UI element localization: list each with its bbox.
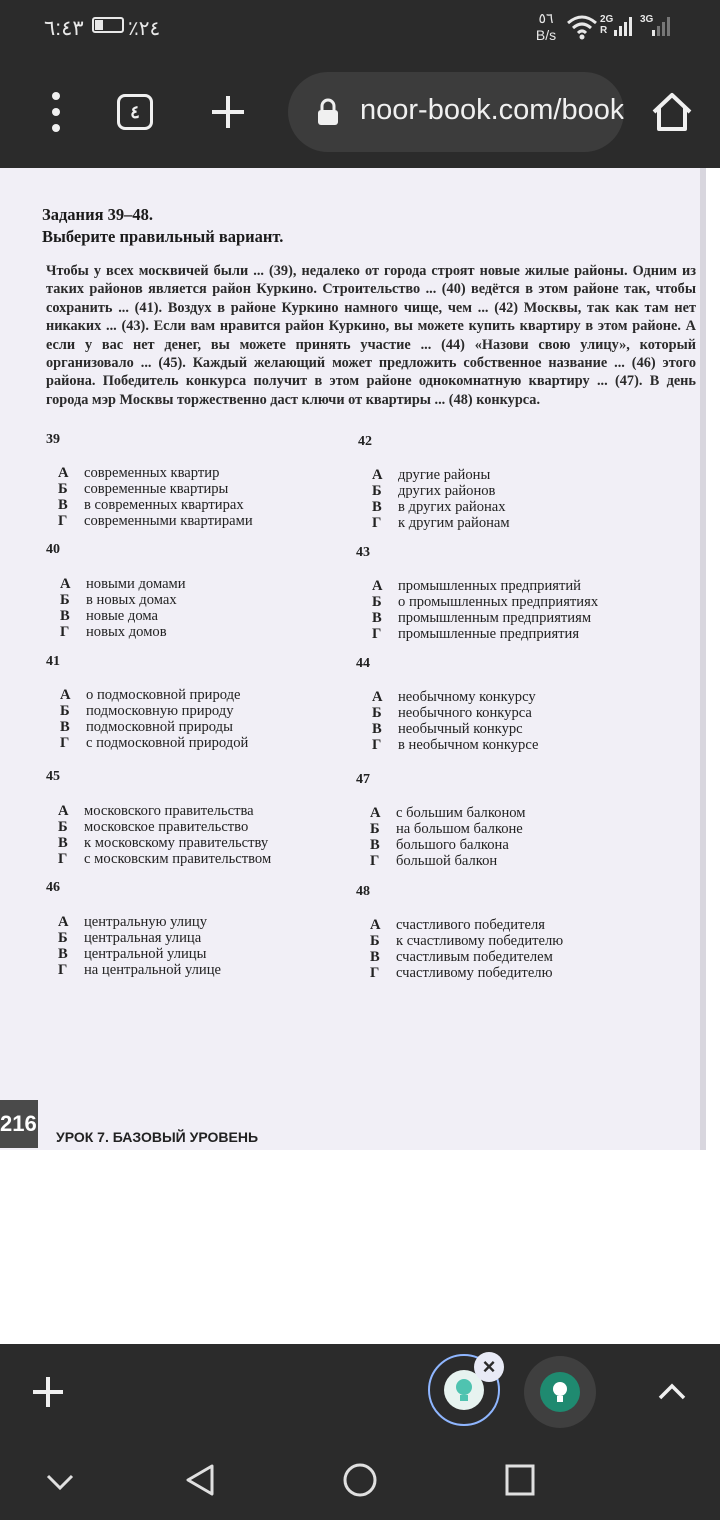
close-icon[interactable]: × — [474, 1352, 504, 1382]
page-number: 216 — [0, 1100, 38, 1148]
option-letter: Г — [372, 737, 382, 753]
heading-line-2: Выберите правильный вариант. — [42, 227, 284, 246]
option-text: с подмосковной природой — [86, 735, 249, 751]
home-circle-icon[interactable] — [342, 1462, 378, 1498]
option-letter: А — [370, 917, 381, 933]
question-options — [372, 689, 538, 753]
option-text: промышленных предприятий — [398, 578, 581, 594]
option-text: счастливым победителем — [396, 949, 553, 965]
question-number: 43 — [356, 545, 370, 560]
clock: ٦:٤٣ — [44, 17, 84, 40]
option-letter: Г — [370, 853, 380, 869]
option-text: в современных квартирах — [84, 497, 244, 513]
question-options — [370, 805, 526, 869]
question-options — [58, 914, 221, 978]
option-letter: Г — [370, 965, 380, 981]
option-letter: В — [58, 497, 68, 513]
option-text: новыми домами — [86, 576, 186, 592]
option-letter: А — [372, 578, 383, 594]
option-letter: Г — [58, 513, 68, 529]
nav-hide-icon[interactable] — [44, 1462, 76, 1498]
question-number: 39 — [46, 432, 60, 447]
battery-percent: ٪٢٤ — [128, 18, 161, 40]
option-letter: В — [60, 608, 70, 624]
question-options — [58, 803, 271, 867]
option-letter: А — [370, 805, 381, 821]
lock-icon — [316, 98, 340, 126]
option-letter: Г — [60, 624, 70, 640]
option-text: к счастливому победителю — [396, 933, 564, 949]
option-letter: Г — [58, 851, 68, 867]
option-letter: Б — [372, 705, 382, 721]
option-letter: В — [60, 719, 70, 735]
signal-icon — [602, 14, 636, 38]
option-text: московского правительства — [84, 803, 254, 819]
option-letter: А — [58, 465, 69, 481]
option-letter: Б — [58, 481, 68, 497]
question-number: 46 — [46, 880, 60, 895]
option-text: на центральной улице — [84, 962, 222, 978]
option-text: новых домов — [86, 624, 167, 640]
option-letter: А — [60, 687, 71, 703]
chevron-up-icon[interactable] — [656, 1380, 688, 1404]
add-icon[interactable] — [30, 1374, 66, 1410]
option-text: центральную улицу — [84, 914, 208, 930]
browser-toolbar — [0, 58, 720, 168]
option-text: новые дома — [86, 608, 158, 624]
option-letter: В — [370, 837, 380, 853]
question-options — [372, 467, 510, 531]
option-letter: В — [372, 721, 382, 737]
option-text: промышленным предприятиям — [398, 610, 592, 626]
bulb-icon — [540, 1372, 580, 1412]
option-text: к московскому правительству — [84, 835, 269, 851]
option-letter: А — [60, 576, 71, 592]
question-number: 48 — [356, 884, 370, 899]
back-icon[interactable] — [182, 1462, 218, 1498]
option-text: современными квартирами — [84, 513, 253, 529]
wifi-icon — [566, 14, 598, 40]
page-heading — [42, 204, 283, 248]
option-letter: В — [58, 946, 68, 962]
option-text: центральной улицы — [84, 946, 207, 962]
option-text: с московским правительством — [84, 851, 272, 867]
question-number: 42 — [358, 434, 372, 449]
option-text: современные квартиры — [84, 481, 229, 497]
question-number: 41 — [46, 654, 60, 669]
network-speed — [532, 10, 560, 44]
option-letter: Б — [60, 592, 70, 608]
question-options — [60, 576, 186, 640]
option-letter: А — [58, 803, 69, 819]
question-number: 40 — [46, 542, 60, 557]
question-options — [60, 687, 248, 751]
option-text: с большим балконом — [396, 805, 526, 821]
recents-icon[interactable] — [504, 1462, 536, 1498]
sim1-label: 2G R — [600, 14, 614, 36]
option-text: подмосковную природу — [86, 703, 234, 719]
question-options — [58, 465, 253, 529]
option-text: на большом балконе — [396, 821, 523, 837]
option-letter: А — [372, 689, 383, 705]
option-letter: Г — [60, 735, 70, 751]
question-number: 44 — [356, 656, 370, 671]
bottom-toolbar — [0, 1344, 720, 1440]
option-letter: Б — [58, 819, 68, 835]
option-letter: Г — [372, 626, 382, 642]
option-letter: А — [372, 467, 383, 483]
page-edge — [700, 168, 706, 1150]
system-navigation-bar — [0, 1440, 720, 1520]
question-options — [372, 578, 598, 642]
option-text: в других районах — [398, 499, 506, 515]
option-text: центральная улица — [84, 930, 202, 946]
option-text: счастливому победителю — [396, 965, 553, 981]
option-text: необычному конкурсу — [398, 689, 536, 705]
option-text: необычный конкурс — [398, 721, 523, 737]
option-text: других районов — [398, 483, 496, 499]
tab-switcher-button[interactable]: ٤ — [117, 94, 153, 130]
option-letter: А — [58, 914, 69, 930]
option-letter: В — [372, 610, 382, 626]
option-letter: В — [372, 499, 382, 515]
option-letter: Б — [60, 703, 70, 719]
book-page[interactable] — [0, 168, 706, 1150]
new-tab-icon[interactable] — [206, 90, 250, 134]
heading-line-1: Задания 39–48. — [42, 205, 153, 224]
option-text: в необычном конкурсе — [398, 737, 539, 753]
question-options — [370, 917, 563, 981]
status-bar — [0, 0, 720, 58]
option-text: о промышленных предприятиях — [398, 594, 599, 610]
option-text: большой балкон — [396, 853, 498, 869]
option-text: промышленные предприятия — [398, 626, 580, 642]
option-text: большого балкона — [396, 837, 509, 853]
option-text: московское правительство — [84, 819, 249, 835]
option-text: другие районы — [398, 467, 491, 483]
option-text: в новых домах — [86, 592, 177, 608]
option-letter: В — [58, 835, 68, 851]
overflow-menu-icon[interactable] — [40, 92, 72, 132]
address-bar[interactable] — [288, 72, 624, 152]
signal-icon — [642, 14, 676, 38]
question-number: 45 — [46, 769, 60, 784]
page-footer-title: УРОК 7. БАЗОВЫЙ УРОВЕНЬ — [56, 1129, 259, 1145]
option-text: подмосковной природы — [86, 719, 233, 735]
option-letter: Б — [370, 821, 380, 837]
home-icon[interactable] — [650, 90, 694, 134]
option-text: счастливого победителя — [396, 917, 545, 933]
option-letter: Б — [58, 930, 68, 946]
option-letter: Г — [58, 962, 68, 978]
url-text: noor-book.com/book — [360, 94, 624, 126]
option-letter: Б — [370, 933, 380, 949]
option-letter: В — [370, 949, 380, 965]
option-letter: Г — [372, 515, 382, 531]
task-paragraph: Чтобы у всех москвичей были ... (39), недалеко от города строят новые жилые районы. Одним из таких районов является район Куркино. Строительство ... (40) ведётся в этом районе так, чтобы сохранить ... (41). Воздух в районе Куркино намного чище, чем ... (42) Москвы, так как там нет никаких ... (43). Если вам нравится район Куркино, вы можете купить квартиру в этом районе. А если у вас нет денег, вы можете принять участие ... (44) «Назови свою улицу», который организовало ... (45). Каждый желающий может предложить собственное название ... (46) этого района. Победитель конкурса получит в этом районе однокомнатную квартиру ... (47). В день города мэр Москвы торжественно даст ключи от квартиры ... (48) конкурса. — [46, 263, 696, 408]
battery-icon — [92, 17, 124, 33]
network-speed-value: ٥٦ — [538, 10, 554, 26]
sim2-label: 3G — [640, 14, 654, 25]
option-letter: Б — [372, 483, 382, 499]
question-number: 47 — [356, 772, 370, 787]
option-text: современных квартир — [84, 465, 220, 481]
network-speed-unit: B/s — [535, 27, 557, 43]
option-letter: Б — [372, 594, 382, 610]
floating-bubble[interactable] — [524, 1356, 596, 1428]
option-text: к другим районам — [398, 515, 510, 531]
option-text: необычного конкурса — [398, 705, 532, 721]
option-text: о подмосковной природе — [86, 687, 241, 703]
